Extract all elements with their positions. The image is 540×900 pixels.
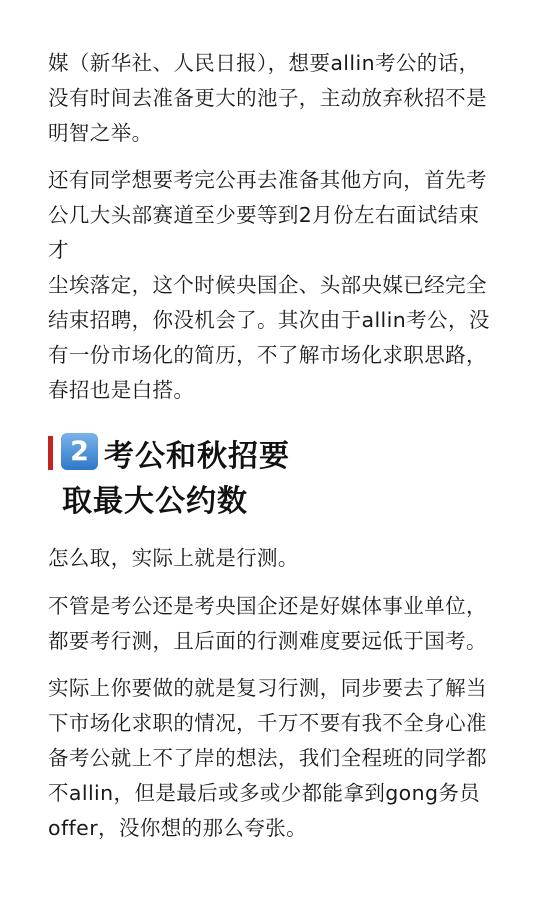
paragraph-how: 怎么取，实际上就是行测。 (48, 546, 299, 570)
heading-title-line2: 取最大公约数 (62, 484, 248, 519)
heading-title-line1: 考公和秋招要 (104, 439, 290, 474)
paragraph-intro-continuation: 媒（新华社、人民日报），想要allin考公的话， 没有时间去准备更大的池子，主动放弃秋招不是 明智之举。 (48, 51, 487, 145)
paragraph-after-exam: 还有同学想要考完公再去准备其他方向，首先考 公几大头部赛道至少要等到2月份左右面试结束才 尘埃落定，这个时候央国企、头部央媒已经完全 结束招聘，你没机会了。其次由于allin考公，没 有一份市场化的简历，不了解市场化求职思路， 春招也是白搭。 (48, 168, 490, 402)
paragraph-advice: 实际上你要做的就是复习行测，同步要去了解当 下市场化求职的情况，千万不要有我不全身心准 备考公就上不了岸的想法，我们全程班的同学都 不allin，但是最后或多或少都能拿到gong务员 offer，没你想的那么夸张。 (48, 676, 487, 840)
keycap-number-icon: 2 (61, 433, 98, 470)
paragraph-xingce: 不管是考公还是考央国企还是好媒体事业单位， 都要考行测，且后面的行测难度要远低于国考。 (48, 594, 487, 653)
heading-accent-bar (48, 436, 53, 470)
